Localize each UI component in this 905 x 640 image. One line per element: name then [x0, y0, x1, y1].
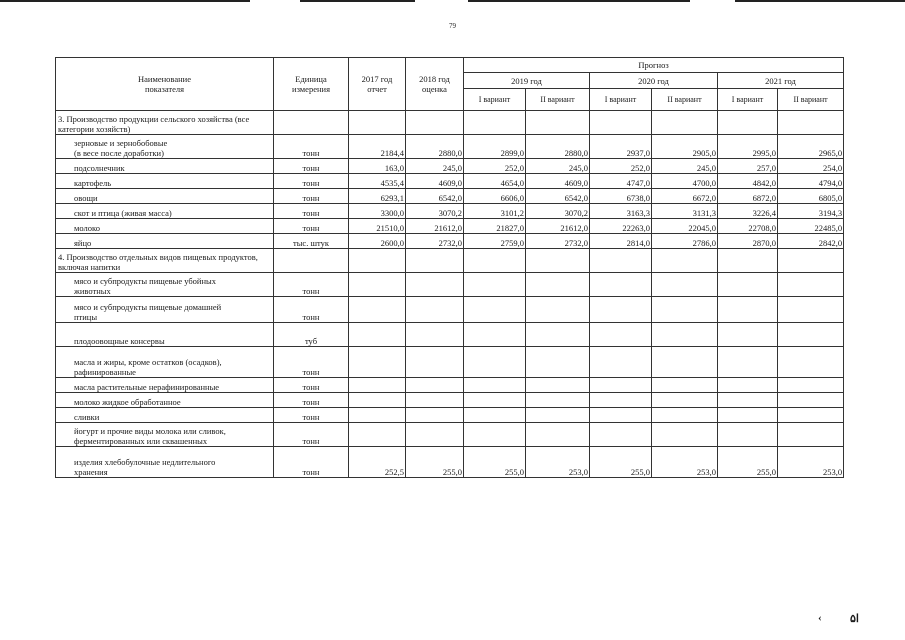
table-row — [56, 323, 844, 347]
value-cell: 2965,0 — [778, 135, 844, 159]
value-cell: 21612,0 — [406, 219, 464, 234]
value-cell: 4794,0 — [778, 174, 844, 189]
empty-cell — [464, 111, 526, 135]
table-row — [56, 174, 844, 189]
value-cell — [406, 408, 464, 423]
row-unit: тонн — [274, 393, 349, 408]
value-cell — [349, 347, 406, 378]
value-cell — [718, 323, 778, 347]
value-cell: 2870,0 — [718, 234, 778, 249]
table-row — [56, 189, 844, 204]
value-cell — [406, 273, 464, 297]
top-border-line — [0, 0, 250, 2]
empty-cell — [349, 111, 406, 135]
header-year-2021: 2021 год — [718, 73, 844, 89]
empty-cell — [526, 111, 590, 135]
footer-mark-left: ‹ — [818, 612, 822, 624]
value-cell — [349, 423, 406, 447]
value-cell: 2759,0 — [464, 234, 526, 249]
header-variant-2: II вариант — [778, 89, 844, 111]
value-cell — [349, 273, 406, 297]
header-2018: 2018 год оценка — [406, 58, 464, 111]
value-cell — [526, 273, 590, 297]
row-label: мясо и субпродукты пищевые домашней птицы — [56, 297, 274, 323]
value-cell: 22045,0 — [652, 219, 718, 234]
value-cell: 4842,0 — [718, 174, 778, 189]
value-cell: 4654,0 — [464, 174, 526, 189]
value-cell: 6805,0 — [778, 189, 844, 204]
header-name: Наименование показателя — [56, 58, 274, 111]
header-variant-1: I вариант — [590, 89, 652, 111]
header-2017: 2017 год отчет — [349, 58, 406, 111]
page-number: 79 — [449, 22, 456, 30]
value-cell — [778, 297, 844, 323]
empty-cell — [590, 111, 652, 135]
top-border-line — [300, 0, 415, 2]
row-label: мясо и субпродукты пищевые убойных животных — [56, 273, 274, 297]
value-cell: 6293,1 — [349, 189, 406, 204]
value-cell — [526, 393, 590, 408]
value-cell — [652, 297, 718, 323]
value-cell — [778, 273, 844, 297]
empty-cell — [274, 111, 349, 135]
value-cell: 257,0 — [718, 159, 778, 174]
value-cell — [406, 347, 464, 378]
value-cell: 3226,4 — [718, 204, 778, 219]
table-row — [56, 423, 844, 447]
value-cell: 2732,0 — [406, 234, 464, 249]
value-cell — [464, 393, 526, 408]
value-cell — [778, 347, 844, 378]
value-cell: 255,0 — [590, 447, 652, 478]
empty-cell — [718, 249, 778, 273]
row-label: картофель — [56, 174, 274, 189]
value-cell — [778, 378, 844, 393]
section-4-title: 4. Производство отдельных видов пищевых продуктов, включая напитки — [56, 249, 274, 273]
row-label: яйцо — [56, 234, 274, 249]
value-cell: 3070,2 — [406, 204, 464, 219]
value-cell: 2905,0 — [652, 135, 718, 159]
value-cell: 22263,0 — [590, 219, 652, 234]
row-unit: тонн — [274, 189, 349, 204]
row-unit: тонн — [274, 408, 349, 423]
value-cell — [349, 323, 406, 347]
value-cell — [590, 323, 652, 347]
empty-cell — [406, 111, 464, 135]
empty-cell — [718, 111, 778, 135]
value-cell — [718, 347, 778, 378]
row-unit: тонн — [274, 378, 349, 393]
header-variant-2: II вариант — [526, 89, 590, 111]
value-cell: 245,0 — [652, 159, 718, 174]
value-cell: 2732,0 — [526, 234, 590, 249]
value-cell: 2184,4 — [349, 135, 406, 159]
value-cell — [526, 423, 590, 447]
value-cell: 2814,0 — [590, 234, 652, 249]
table-row — [56, 297, 844, 323]
value-cell: 252,5 — [349, 447, 406, 478]
value-cell: 3163,3 — [590, 204, 652, 219]
value-cell: 252,0 — [464, 159, 526, 174]
row-label: молоко жидкое обработанное — [56, 393, 274, 408]
value-cell: 4535,4 — [349, 174, 406, 189]
value-cell — [464, 378, 526, 393]
value-cell — [590, 273, 652, 297]
value-cell — [778, 423, 844, 447]
row-unit: тонн — [274, 347, 349, 378]
value-cell — [652, 347, 718, 378]
value-cell — [406, 297, 464, 323]
row-label: йогурт и прочие виды молока или сливок, ферментированных или сквашенных — [56, 423, 274, 447]
table-row — [56, 447, 844, 478]
empty-cell — [406, 249, 464, 273]
value-cell: 253,0 — [526, 447, 590, 478]
top-border-line — [468, 0, 690, 2]
empty-cell — [778, 249, 844, 273]
value-cell: 4609,0 — [406, 174, 464, 189]
value-cell — [590, 393, 652, 408]
top-border-line — [735, 0, 905, 2]
table-row — [56, 347, 844, 378]
row-unit: туб — [274, 323, 349, 347]
value-cell — [718, 378, 778, 393]
value-cell: 2899,0 — [464, 135, 526, 159]
value-cell: 21510,0 — [349, 219, 406, 234]
row-label: изделия хлебобулочные недлительного хранения — [56, 447, 274, 478]
row-unit: тонн — [274, 174, 349, 189]
row-unit: тонн — [274, 297, 349, 323]
header-year-2019: 2019 год — [464, 73, 590, 89]
value-cell: 6542,0 — [406, 189, 464, 204]
value-cell: 253,0 — [652, 447, 718, 478]
value-cell — [718, 393, 778, 408]
table-row — [56, 408, 844, 423]
value-cell — [718, 273, 778, 297]
row-unit: тонн — [274, 135, 349, 159]
value-cell — [652, 323, 718, 347]
value-cell: 2600,0 — [349, 234, 406, 249]
table-row — [56, 234, 844, 249]
row-label: овощи — [56, 189, 274, 204]
value-cell: 4747,0 — [590, 174, 652, 189]
value-cell: 6606,0 — [464, 189, 526, 204]
value-cell: 163,0 — [349, 159, 406, 174]
value-cell — [349, 408, 406, 423]
value-cell — [652, 273, 718, 297]
row-unit: тонн — [274, 204, 349, 219]
value-cell: 255,0 — [718, 447, 778, 478]
table-row — [56, 219, 844, 234]
value-cell: 2937,0 — [590, 135, 652, 159]
empty-cell — [778, 111, 844, 135]
value-cell — [406, 423, 464, 447]
value-cell: 2786,0 — [652, 234, 718, 249]
row-unit: тонн — [274, 273, 349, 297]
value-cell — [778, 323, 844, 347]
value-cell — [349, 393, 406, 408]
section-header-row — [56, 111, 844, 135]
row-unit: тонн — [274, 447, 349, 478]
value-cell — [652, 408, 718, 423]
value-cell: 3101,2 — [464, 204, 526, 219]
header-forecast: Прогноз — [464, 58, 844, 73]
empty-cell — [349, 249, 406, 273]
value-cell — [526, 323, 590, 347]
row-label: сливки — [56, 408, 274, 423]
header-variant-2: II вариант — [652, 89, 718, 111]
forecast-table — [55, 57, 844, 478]
value-cell — [778, 393, 844, 408]
value-cell — [590, 378, 652, 393]
table-row — [56, 393, 844, 408]
value-cell: 21827,0 — [464, 219, 526, 234]
value-cell: 6672,0 — [652, 189, 718, 204]
row-label: подсолнечник — [56, 159, 274, 174]
value-cell — [464, 423, 526, 447]
value-cell — [349, 297, 406, 323]
value-cell: 4700,0 — [652, 174, 718, 189]
value-cell: 22708,0 — [718, 219, 778, 234]
value-cell: 255,0 — [406, 447, 464, 478]
row-unit: тонн — [274, 219, 349, 234]
value-cell: 2995,0 — [718, 135, 778, 159]
value-cell: 6542,0 — [526, 189, 590, 204]
row-label: скот и птица (живая масса) — [56, 204, 274, 219]
empty-cell — [590, 249, 652, 273]
row-label: масла и жиры, кроме остатков (осадков), рафинированные — [56, 347, 274, 378]
value-cell: 21612,0 — [526, 219, 590, 234]
value-cell: 255,0 — [464, 447, 526, 478]
value-cell: 3131,3 — [652, 204, 718, 219]
value-cell — [590, 408, 652, 423]
value-cell: 4609,0 — [526, 174, 590, 189]
empty-cell — [274, 249, 349, 273]
footer-mark-right: ا۵ — [850, 613, 859, 625]
value-cell: 6738,0 — [590, 189, 652, 204]
table-row — [56, 273, 844, 297]
value-cell: 3070,2 — [526, 204, 590, 219]
table-row — [56, 204, 844, 219]
value-cell — [526, 408, 590, 423]
value-cell: 253,0 — [778, 447, 844, 478]
value-cell: 22485,0 — [778, 219, 844, 234]
table-row — [56, 378, 844, 393]
value-cell — [464, 273, 526, 297]
value-cell — [718, 297, 778, 323]
empty-cell — [652, 111, 718, 135]
value-cell: 6872,0 — [718, 189, 778, 204]
table-row — [56, 135, 844, 159]
value-cell — [526, 378, 590, 393]
row-unit: тонн — [274, 423, 349, 447]
value-cell — [526, 347, 590, 378]
value-cell — [652, 378, 718, 393]
value-cell: 245,0 — [526, 159, 590, 174]
value-cell: 3194,3 — [778, 204, 844, 219]
value-cell — [464, 347, 526, 378]
row-label: масла растительные нерафинированные — [56, 378, 274, 393]
value-cell: 2880,0 — [406, 135, 464, 159]
value-cell: 2880,0 — [526, 135, 590, 159]
empty-cell — [652, 249, 718, 273]
value-cell — [590, 423, 652, 447]
section-header-row — [56, 249, 844, 273]
value-cell — [590, 297, 652, 323]
value-cell — [464, 323, 526, 347]
value-cell — [652, 423, 718, 447]
value-cell — [590, 347, 652, 378]
value-cell: 3300,0 — [349, 204, 406, 219]
section-3-title: 3. Производство продукции сельского хозяйства (все категории хозяйств) — [56, 111, 274, 135]
value-cell — [349, 378, 406, 393]
value-cell: 252,0 — [590, 159, 652, 174]
value-cell: 254,0 — [778, 159, 844, 174]
table-row — [56, 159, 844, 174]
value-cell — [778, 408, 844, 423]
value-cell: 2842,0 — [778, 234, 844, 249]
row-label: зерновые и зернобобовые (в весе после доработки) — [56, 135, 274, 159]
header-year-2020: 2020 год — [590, 73, 718, 89]
value-cell — [652, 393, 718, 408]
row-label: плодоовощные консервы — [56, 323, 274, 347]
value-cell — [406, 323, 464, 347]
value-cell: 245,0 — [406, 159, 464, 174]
row-label: молоко — [56, 219, 274, 234]
header-variant-1: I вариант — [718, 89, 778, 111]
value-cell — [718, 408, 778, 423]
value-cell — [464, 297, 526, 323]
header-unit: Единица измерения — [274, 58, 349, 111]
value-cell — [718, 423, 778, 447]
row-unit: тонн — [274, 159, 349, 174]
value-cell — [464, 408, 526, 423]
value-cell — [526, 297, 590, 323]
empty-cell — [526, 249, 590, 273]
header-variant-1: I вариант — [464, 89, 526, 111]
value-cell — [406, 378, 464, 393]
empty-cell — [464, 249, 526, 273]
row-unit: тыс. штук — [274, 234, 349, 249]
value-cell — [406, 393, 464, 408]
